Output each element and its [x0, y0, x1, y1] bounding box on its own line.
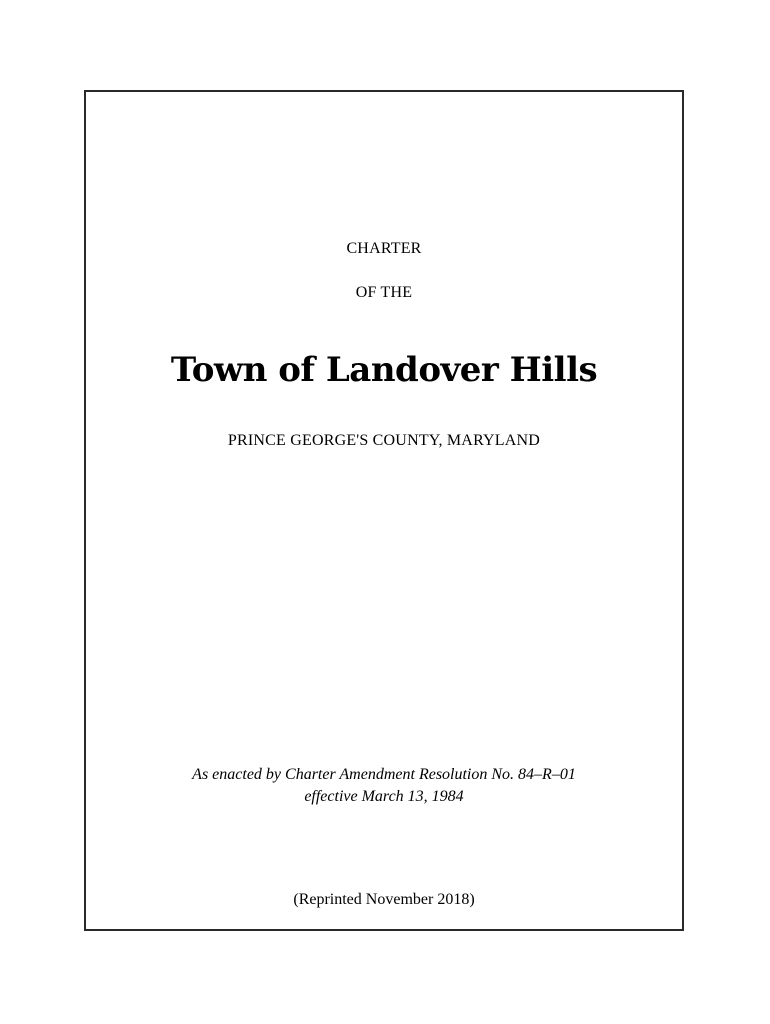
charter-label: CHARTER [346, 240, 422, 257]
town-title: Town of Landover Hills [170, 350, 598, 390]
cover-frame [84, 90, 684, 931]
effective-date: effective March 13, 1984 [304, 788, 464, 805]
enactment-resolution: As enacted by Charter Amendment Resolution No. 84–R–01 [192, 766, 576, 783]
county-label: PRINCE GEORGE'S COUNTY, MARYLAND [227, 432, 541, 449]
of-the-label: OF THE [355, 284, 413, 301]
reprint-note: (Reprinted November 2018) [293, 891, 475, 908]
